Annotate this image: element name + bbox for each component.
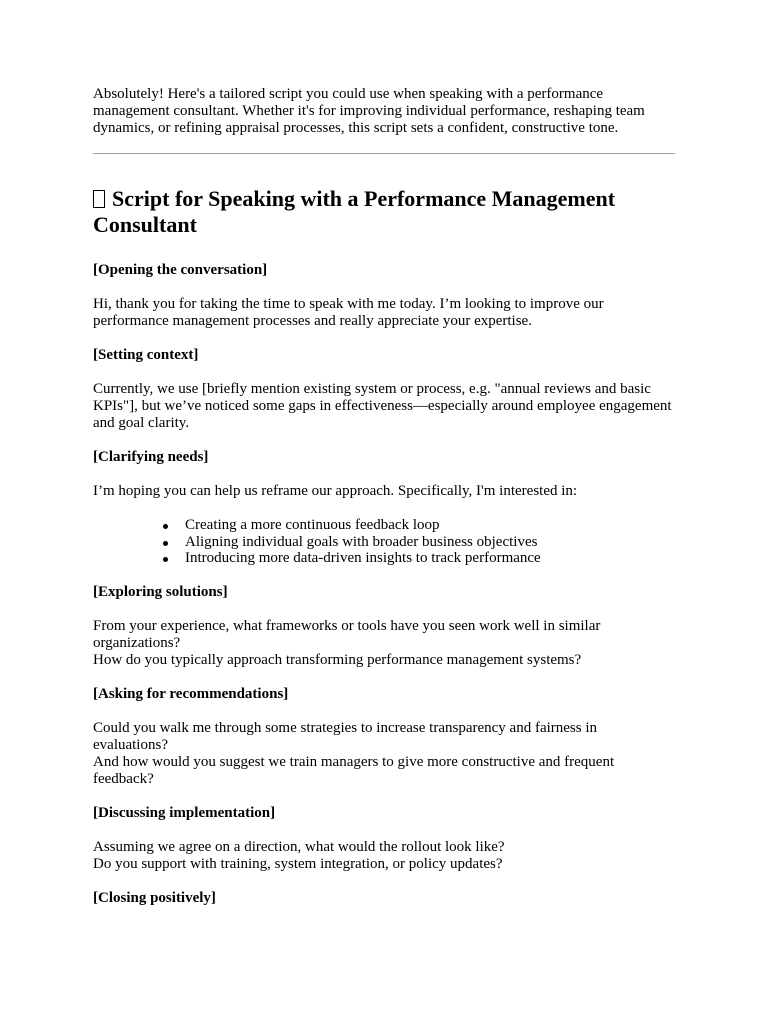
document-page — [93, 86, 675, 924]
section-line: Assuming we agree on a direction, what would the rollout look like? — [93, 838, 505, 855]
intro-paragraph: Absolutely! Here's a tailored script you could use when speaking with a performance management consultant. Whether it's for improving individual performance, reshaping team dynamics, or refining appraisal processes, this script sets a confident, constructive tone. — [93, 86, 645, 136]
section-text-recommendations — [93, 720, 675, 788]
horizontal-divider — [93, 153, 675, 154]
needs-bullet-list — [93, 517, 675, 567]
section-solutions — [93, 584, 675, 669]
section-line: From your experience, what frameworks or tools have you seen work well in similar organizations? — [93, 617, 601, 651]
section-context — [93, 347, 675, 432]
section-heading-needs: [Clarifying needs] — [93, 449, 209, 465]
section-text-solutions — [93, 618, 675, 669]
list-item: Aligning individual goals with broader business objectives — [185, 534, 675, 551]
list-item: Introducing more data-driven insights to track performance — [185, 550, 675, 567]
section-line: Could you walk me through some strategies to increase transparency and fairness in evaluations? — [93, 719, 598, 753]
section-recommendations — [93, 686, 675, 788]
section-heading-opening: [Opening the conversation] — [93, 262, 268, 278]
section-heading-closing: [Closing positively] — [93, 889, 216, 906]
section-closing — [93, 890, 675, 907]
list-item: Creating a more continuous feedback loop — [185, 517, 675, 534]
section-heading-solutions: [Exploring solutions] — [93, 583, 228, 600]
section-line: How do you typically approach transforming performance management systems? — [93, 651, 582, 668]
section-heading-implementation: [Discussing implementation] — [93, 804, 276, 821]
section-line: And how would you suggest we train managers to give more constructive and frequent feedback? — [93, 753, 615, 787]
section-needs — [93, 449, 675, 567]
document-title — [93, 186, 675, 238]
section-text-context: Currently, we use [briefly mention existing system or process, e.g. "annual reviews and basic KPIs"], but we’ve noticed some gaps in effectiveness—especially around employee engagement and goal clarity. — [93, 381, 672, 431]
section-text-needs: I’m hoping you can help us reframe our approach. Specifically, I'm interested in: — [93, 483, 578, 499]
section-text-implementation — [93, 839, 675, 873]
section-text-opening: Hi, thank you for taking the time to speak with me today. I’m looking to improve our performance management processes and really appreciate your expertise. — [93, 296, 604, 329]
missing-glyph-icon — [93, 190, 105, 208]
section-implementation — [93, 805, 675, 873]
section-heading-context: [Setting context] — [93, 347, 199, 363]
section-opening — [93, 262, 675, 330]
document-title-text: Script for Speaking with a Performance Management Consultant — [93, 186, 616, 237]
section-heading-recommendations: [Asking for recommendations] — [93, 685, 289, 702]
section-line: Do you support with training, system integration, or policy updates? — [93, 855, 503, 872]
